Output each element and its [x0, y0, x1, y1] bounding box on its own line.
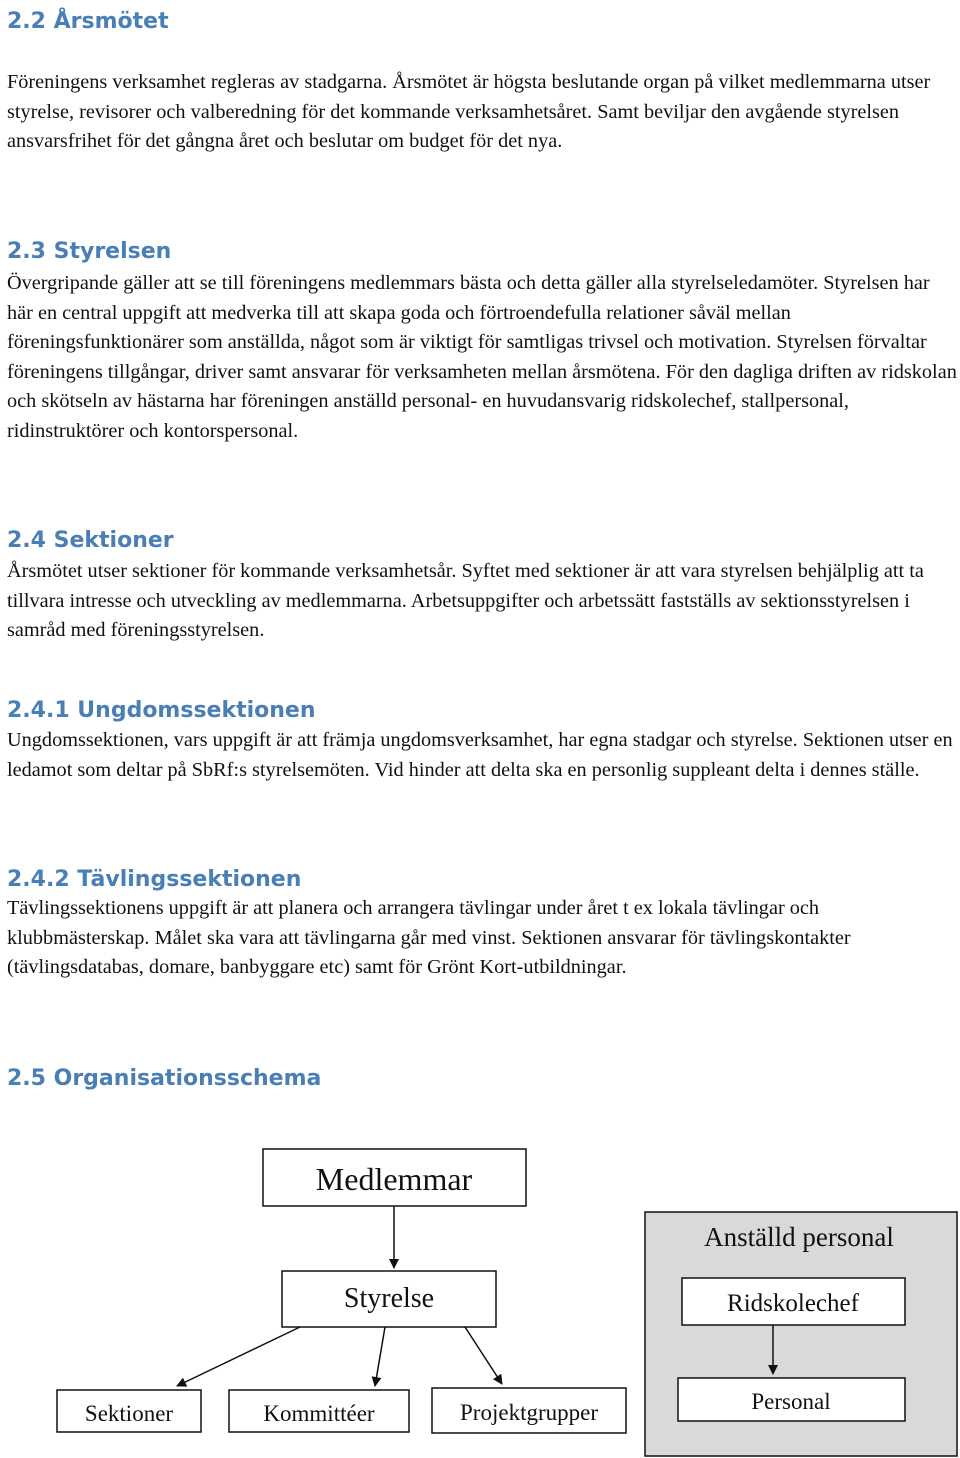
section-body-tavlingssektionen: Tävlingssektionens uppgift är att planera och arrangera tävlingar under året t ex lokala tävlingar och klubbmästerskap. Målet ska vara att tävlingarna går med vinst. Sektionen ansvarar för tävlingskontakter (tävlingsdatabas, domare, banbyggare etc) samt för Grönt Kort-utbildningar. — [7, 897, 851, 978]
section-body-ungdomssektionen: Ungdomssektionen, vars uppgift är att främja ungdomsverksamhet, har egna stadgar och styrelse. Sektionen utser en ledamot som deltar på SbRf:s styrelsemöten. Vid hinder att delta ska en personlig suppleant delta i dennes ställe. — [7, 729, 953, 781]
section-body-arsmotet: Föreningens verksamhet regleras av stadgarna. Årsmötet är högsta beslutande organ på vilket medlemmarna utser styrelse, revisorer och valberedning för det kommande verksamhetsåret. Samt beviljar den avgående styrelsen ansvarsfrihet för det gångna året och beslutar om budget för det nya. — [7, 71, 931, 152]
staff-label: Personal — [751, 1389, 831, 1414]
projectgroups-label: Projektgrupper — [460, 1400, 598, 1425]
section-heading-sektioner: 2.4 Sektioner — [7, 528, 174, 553]
staff-head-label: Ridskolechef — [727, 1290, 859, 1317]
org-chart — [0, 1130, 960, 1458]
arrow-board-sections — [177, 1327, 300, 1386]
section-heading-arsmotet: 2.2 Årsmötet — [7, 9, 169, 34]
sections-label: Sektioner — [84, 1401, 174, 1426]
section-heading-organisationsschema: 2.5 Organisationsschema — [7, 1066, 322, 1091]
section-heading-styrelsen: 2.3 Styrelsen — [7, 239, 172, 264]
section-body-sektioner: Årsmötet utser sektioner för kommande verksamhetsår. Syftet med sektioner är att vara styrelsen behjälplig att ta tillvara intresse och utveckling av medlemmarna. Arbetsuppgifter och arbetssätt fastställs av sektionsstyrelsen i samråd med föreningsstyrelsen. — [7, 560, 924, 641]
arrow-board-committees — [375, 1327, 385, 1386]
committees-label: Kommittéer — [263, 1401, 375, 1426]
board-label: Styrelse — [343, 1283, 435, 1314]
section-body-styrelsen: Övergripande gäller att se till föreningens medlemmars bästa och detta gäller alla styrelseledamöter. Styrelsen har här en central uppgift att medverka till att skapa goda och förtroendefulla relationer såväl mellan föreningsfunktionärer som anställda, något som är viktigt för samtligas trivsel och motivation. Styrelsen förvaltar föreningens tillgångar, driver samt ansvarar för verksamheten mellan årsmötena. För den dagliga driften av ridskolan och skötseln av hästarna har föreningen anställd personal- en huvudansvarig ridskolechef, stallpersonal, ridinstruktörer och kontorspersonal. — [7, 272, 957, 442]
staff-group-label: Anställd personal — [704, 1222, 894, 1252]
section-heading-ungdomssektionen: 2.4.1 Ungdomssektionen — [7, 698, 316, 723]
members-label: Medlemmar — [315, 1161, 473, 1197]
section-heading-tavlingssektionen: 2.4.2 Tävlingssektionen — [7, 867, 302, 892]
arrow-board-projectgroups — [465, 1327, 502, 1384]
